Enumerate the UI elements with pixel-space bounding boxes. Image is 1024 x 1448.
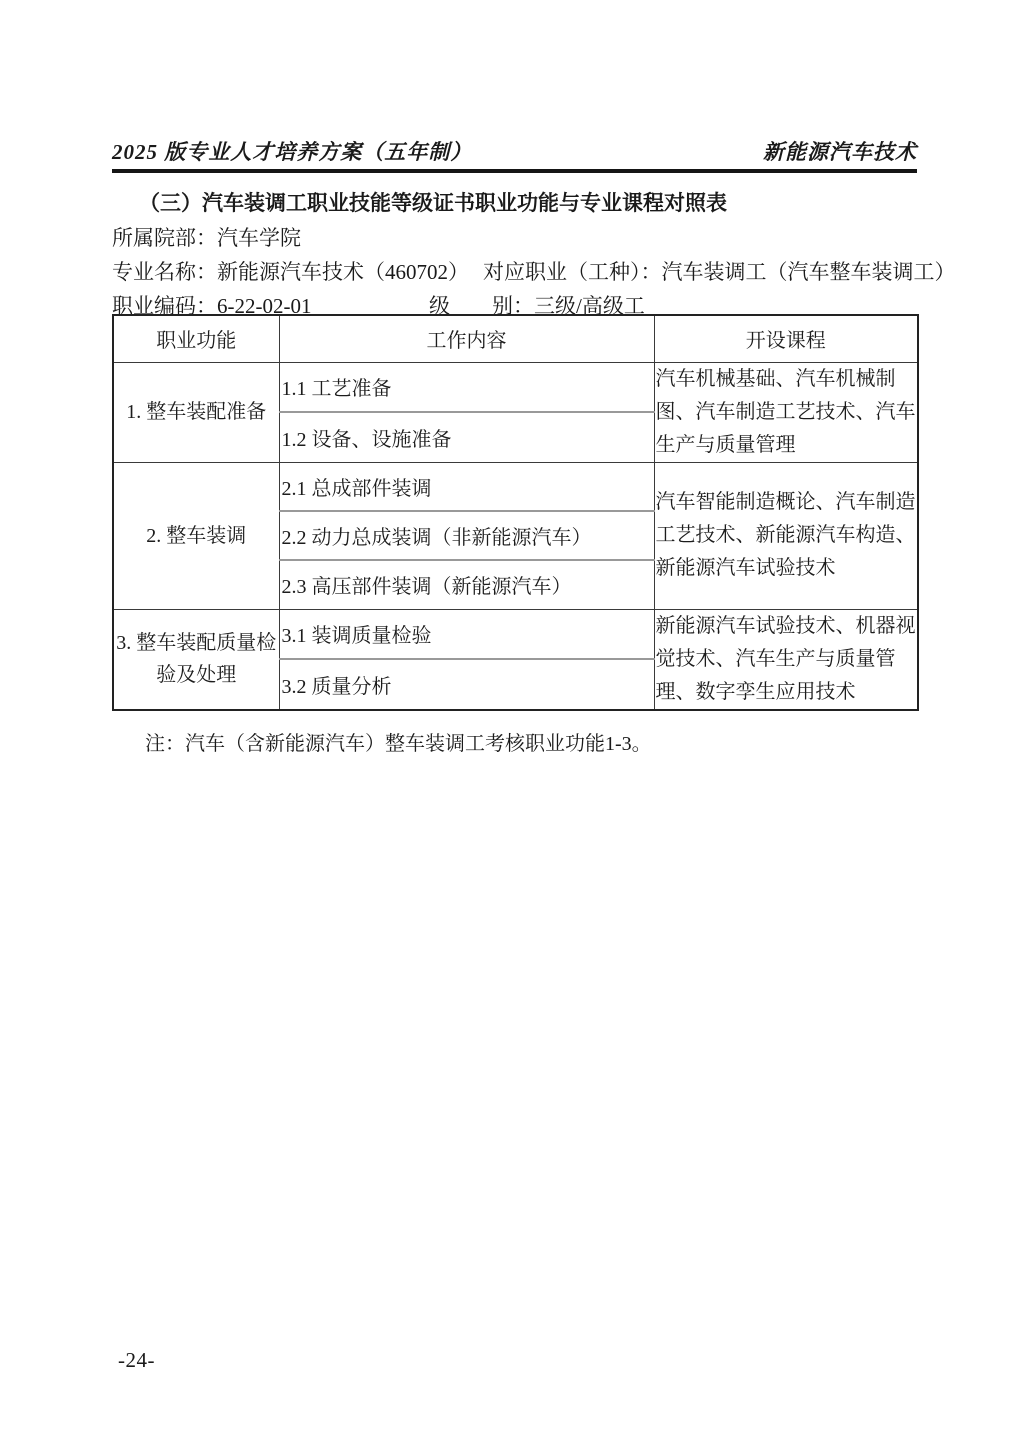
- task-cell-2-3: 2.3 高压部件装调（新能源汽车）: [279, 560, 654, 609]
- col-header-courses: 开设课程: [654, 315, 918, 362]
- header-left-text: 2025 版专业人才培养方案（五年制）: [112, 140, 473, 164]
- section-title: （三）汽车装调工职业技能等级证书职业功能与专业课程对照表: [139, 191, 727, 215]
- courses-cell-1: 汽车机械基础、汽车机械制图、汽车制造工艺技术、汽车生产与质量管理: [654, 362, 918, 462]
- major-value: 新能源汽车技术（460702）: [217, 260, 469, 284]
- function-cell-2: 2. 整车装调: [113, 462, 279, 609]
- task-cell-2-2: 2.2 动力总成装调（非新能源汽车）: [279, 511, 654, 560]
- task-cell-1-2: 1.2 设备、设施准备: [279, 412, 654, 462]
- task-cell-1-1: 1.1 工艺准备: [279, 362, 654, 412]
- header-double-rule: [112, 169, 917, 173]
- table-header-row: [113, 315, 918, 362]
- occupation-value: 汽车装调工（汽车整车装调工）: [661, 260, 956, 284]
- function-cell-3: 3. 整车装配质量检验及处理: [113, 609, 279, 710]
- table-row: [113, 609, 918, 659]
- table-row: [113, 462, 918, 511]
- col-header-function: 职业功能: [113, 315, 279, 362]
- table-note: 注：汽车（含新能源汽车）整车装调工考核职业功能1-3。: [145, 733, 652, 755]
- courses-cell-2: 汽车智能制造概论、汽车制造工艺技术、新能源汽车构造、新能源汽车试验技术: [654, 462, 918, 609]
- courses-cell-3: 新能源汽车试验技术、机器视觉技术、汽车生产与质量管理、数字孪生应用技术: [654, 609, 918, 710]
- function-course-table: [112, 314, 919, 711]
- table-row: [113, 362, 918, 412]
- task-cell-3-2: 3.2 质量分析: [279, 659, 654, 709]
- department-label: 所属院部：: [112, 226, 217, 250]
- major-line: [112, 256, 956, 286]
- occupation-label: 对应职业（工种）：: [483, 260, 662, 284]
- function-cell-1: 1. 整车装配准备: [113, 362, 279, 462]
- header-right-text: 新能源汽车技术: [763, 140, 917, 164]
- level-label: 级 别：: [429, 294, 534, 318]
- task-cell-2-1: 2.1 总成部件装调: [279, 462, 654, 511]
- col-header-work-content: 工作内容: [279, 315, 654, 362]
- department-value: 汽车学院: [217, 226, 301, 250]
- code-value: 6-22-02-01: [217, 294, 312, 318]
- major-label: 专业名称：: [112, 260, 217, 284]
- page-number: -24-: [118, 1348, 155, 1372]
- running-header: [112, 136, 917, 166]
- code-label: 职业编码：: [112, 294, 217, 318]
- level-value: 三级/高级工: [534, 294, 645, 318]
- task-cell-3-1: 3.1 装调质量检验: [279, 609, 654, 659]
- department-line: [112, 222, 301, 252]
